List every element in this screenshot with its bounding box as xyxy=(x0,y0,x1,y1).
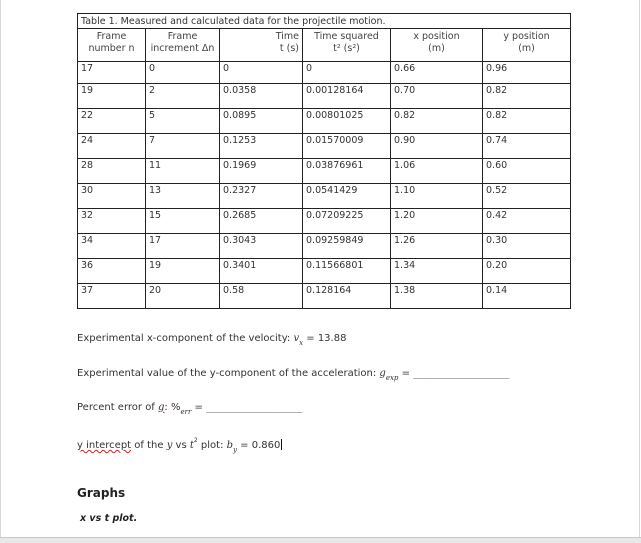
table-row xyxy=(78,284,571,309)
acceleration-subscript: exp xyxy=(385,374,399,382)
table-cell[interactable]: 19 xyxy=(146,259,220,284)
table-cell[interactable]: 0.14 xyxy=(483,284,571,309)
table-cell[interactable]: 5 xyxy=(146,109,220,134)
table-row xyxy=(78,184,571,209)
table-cell[interactable]: 24 xyxy=(78,134,146,159)
column-header-frame-increment: Frame increment Δn xyxy=(146,29,220,62)
table-cell[interactable]: 17 xyxy=(146,234,220,259)
table-cell[interactable]: 0.09259849 xyxy=(303,234,391,259)
table-cell[interactable]: 1.38 xyxy=(391,284,483,309)
table-cell[interactable]: 0.01570009 xyxy=(303,134,391,159)
percent-error-after-symbol: : % xyxy=(164,402,181,413)
table-cell[interactable]: 0.2685 xyxy=(220,209,303,234)
x-vs-t-plot-label: x vs t plot. xyxy=(80,513,138,524)
table-header-row xyxy=(78,29,571,62)
velocity-line xyxy=(77,333,347,347)
velocity-symbol: v xyxy=(293,333,300,344)
table-cell[interactable]: 0.1969 xyxy=(220,159,303,184)
table-cell[interactable]: 36 xyxy=(78,259,146,284)
acceleration-label: Experimental value of the y-component of the acceleration: xyxy=(77,368,380,379)
table-cell[interactable]: 1.26 xyxy=(391,234,483,259)
intercept-line xyxy=(77,437,282,454)
table-cell[interactable]: 0.20 xyxy=(483,259,571,284)
acceleration-line xyxy=(77,368,510,382)
column-header-time: Time t (s) xyxy=(220,29,303,62)
table-cell[interactable]: 0.1253 xyxy=(220,134,303,159)
text-cursor xyxy=(281,439,282,450)
table-cell[interactable]: 0.128164 xyxy=(303,284,391,309)
intercept-y-symbol: y xyxy=(166,440,173,451)
table-cell[interactable]: 0.00128164 xyxy=(303,84,391,109)
velocity-label: Experimental x-component of the velocity: xyxy=(77,333,294,344)
acceleration-symbol: g xyxy=(379,368,386,379)
table-cell[interactable]: 0.30 xyxy=(483,234,571,259)
table-cell[interactable]: 0.0895 xyxy=(220,109,303,134)
percent-error-symbol: g xyxy=(158,402,165,413)
column-header-y-position: y position (m) xyxy=(483,29,571,62)
table-cell[interactable]: 19 xyxy=(78,84,146,109)
page-edge-right xyxy=(639,0,640,542)
table-cell[interactable]: 1.06 xyxy=(391,159,483,184)
table-cell[interactable]: 11 xyxy=(146,159,220,184)
velocity-subscript: x xyxy=(299,339,304,347)
intercept-value[interactable]: 0.860 xyxy=(251,440,281,451)
table-cell[interactable]: 34 xyxy=(78,234,146,259)
table-cell[interactable]: 1.34 xyxy=(391,259,483,284)
intercept-subscript: y xyxy=(233,446,237,454)
table-row xyxy=(78,159,571,184)
table-caption-row xyxy=(78,14,571,29)
table-cell[interactable]: 0.52 xyxy=(483,184,571,209)
intercept-superscript: 2 xyxy=(193,437,198,444)
intercept-label: y intercept xyxy=(77,440,132,451)
table-cell[interactable]: 0.3043 xyxy=(220,234,303,259)
table-cell[interactable]: 0 xyxy=(303,62,391,84)
velocity-equals: = xyxy=(303,333,318,344)
table-caption: Table 1. Measured and calculated data for the projectile motion. xyxy=(78,14,571,29)
column-header-x-position: x position (m) xyxy=(391,29,483,62)
table-cell[interactable]: 0.82 xyxy=(483,84,571,109)
table-cell[interactable]: 0 xyxy=(146,62,220,84)
table-cell[interactable]: 2 xyxy=(146,84,220,109)
table-cell[interactable]: 22 xyxy=(78,109,146,134)
percent-error-label: Percent error of xyxy=(77,402,159,413)
table-cell[interactable]: 0 xyxy=(220,62,303,84)
table-row xyxy=(78,134,571,159)
table-body xyxy=(78,62,571,309)
page-bottom-edge xyxy=(0,537,641,543)
table-cell[interactable]: 0.90 xyxy=(391,134,483,159)
table-cell[interactable]: 1.20 xyxy=(391,209,483,234)
table-row xyxy=(78,109,571,134)
table-cell[interactable]: 0.60 xyxy=(483,159,571,184)
percent-error-blank[interactable]: ________________ xyxy=(206,402,303,413)
table-cell[interactable]: 1.10 xyxy=(391,184,483,209)
data-table xyxy=(77,13,571,309)
intercept-equals: = xyxy=(237,440,252,451)
intercept-of-the: of the xyxy=(131,440,167,451)
table-cell[interactable]: 0.70 xyxy=(391,84,483,109)
table-cell[interactable]: 0.82 xyxy=(391,109,483,134)
intercept-b-symbol: b xyxy=(226,440,234,451)
table-cell[interactable]: 0.0358 xyxy=(220,84,303,109)
table-cell[interactable]: 7 xyxy=(146,134,220,159)
table-cell[interactable]: 0.82 xyxy=(483,109,571,134)
table-row xyxy=(78,84,571,109)
acceleration-blank[interactable]: ________________ xyxy=(413,368,510,379)
column-header-time-squared: Time squared t² (s²) xyxy=(303,29,391,62)
page-edge-left xyxy=(0,0,1,542)
intercept-t-symbol: t xyxy=(189,440,194,451)
intercept-vs: vs xyxy=(172,440,190,451)
percent-error-line xyxy=(77,402,303,416)
table-row xyxy=(78,259,571,284)
table-cell[interactable]: 0.66 xyxy=(391,62,483,84)
column-header-frame-number: Frame number n xyxy=(78,29,146,62)
intercept-plot: plot: xyxy=(197,440,227,451)
table-cell[interactable]: 13 xyxy=(146,184,220,209)
table-cell[interactable]: 20 xyxy=(146,284,220,309)
table-cell[interactable]: 15 xyxy=(146,209,220,234)
table-cell[interactable]: 0.96 xyxy=(483,62,571,84)
table-cell[interactable]: 0.42 xyxy=(483,209,571,234)
table-row xyxy=(78,209,571,234)
table-cell[interactable]: 0.03876961 xyxy=(303,159,391,184)
table-cell[interactable]: 32 xyxy=(78,209,146,234)
acceleration-equals: = xyxy=(398,368,414,379)
table-cell[interactable]: 28 xyxy=(78,159,146,184)
table-cell[interactable]: 0.2327 xyxy=(220,184,303,209)
table-cell[interactable]: 0.07209225 xyxy=(303,209,391,234)
table-cell[interactable]: 0.11566801 xyxy=(303,259,391,284)
velocity-value[interactable]: 13.88 xyxy=(317,333,347,344)
table-row xyxy=(78,62,571,84)
table-cell[interactable]: 0.00801025 xyxy=(303,109,391,134)
percent-error-equals: = xyxy=(191,402,207,413)
table-cell[interactable]: 0.0541429 xyxy=(303,184,391,209)
table-cell[interactable]: 37 xyxy=(78,284,146,309)
graphs-heading: Graphs xyxy=(77,486,126,500)
table-cell[interactable]: 17 xyxy=(78,62,146,84)
table-row xyxy=(78,234,571,259)
table-cell[interactable]: 0.58 xyxy=(220,284,303,309)
table-cell[interactable]: 0.74 xyxy=(483,134,571,159)
table-cell[interactable]: 0.3401 xyxy=(220,259,303,284)
percent-error-subscript: err xyxy=(180,408,192,416)
table-cell[interactable]: 30 xyxy=(78,184,146,209)
